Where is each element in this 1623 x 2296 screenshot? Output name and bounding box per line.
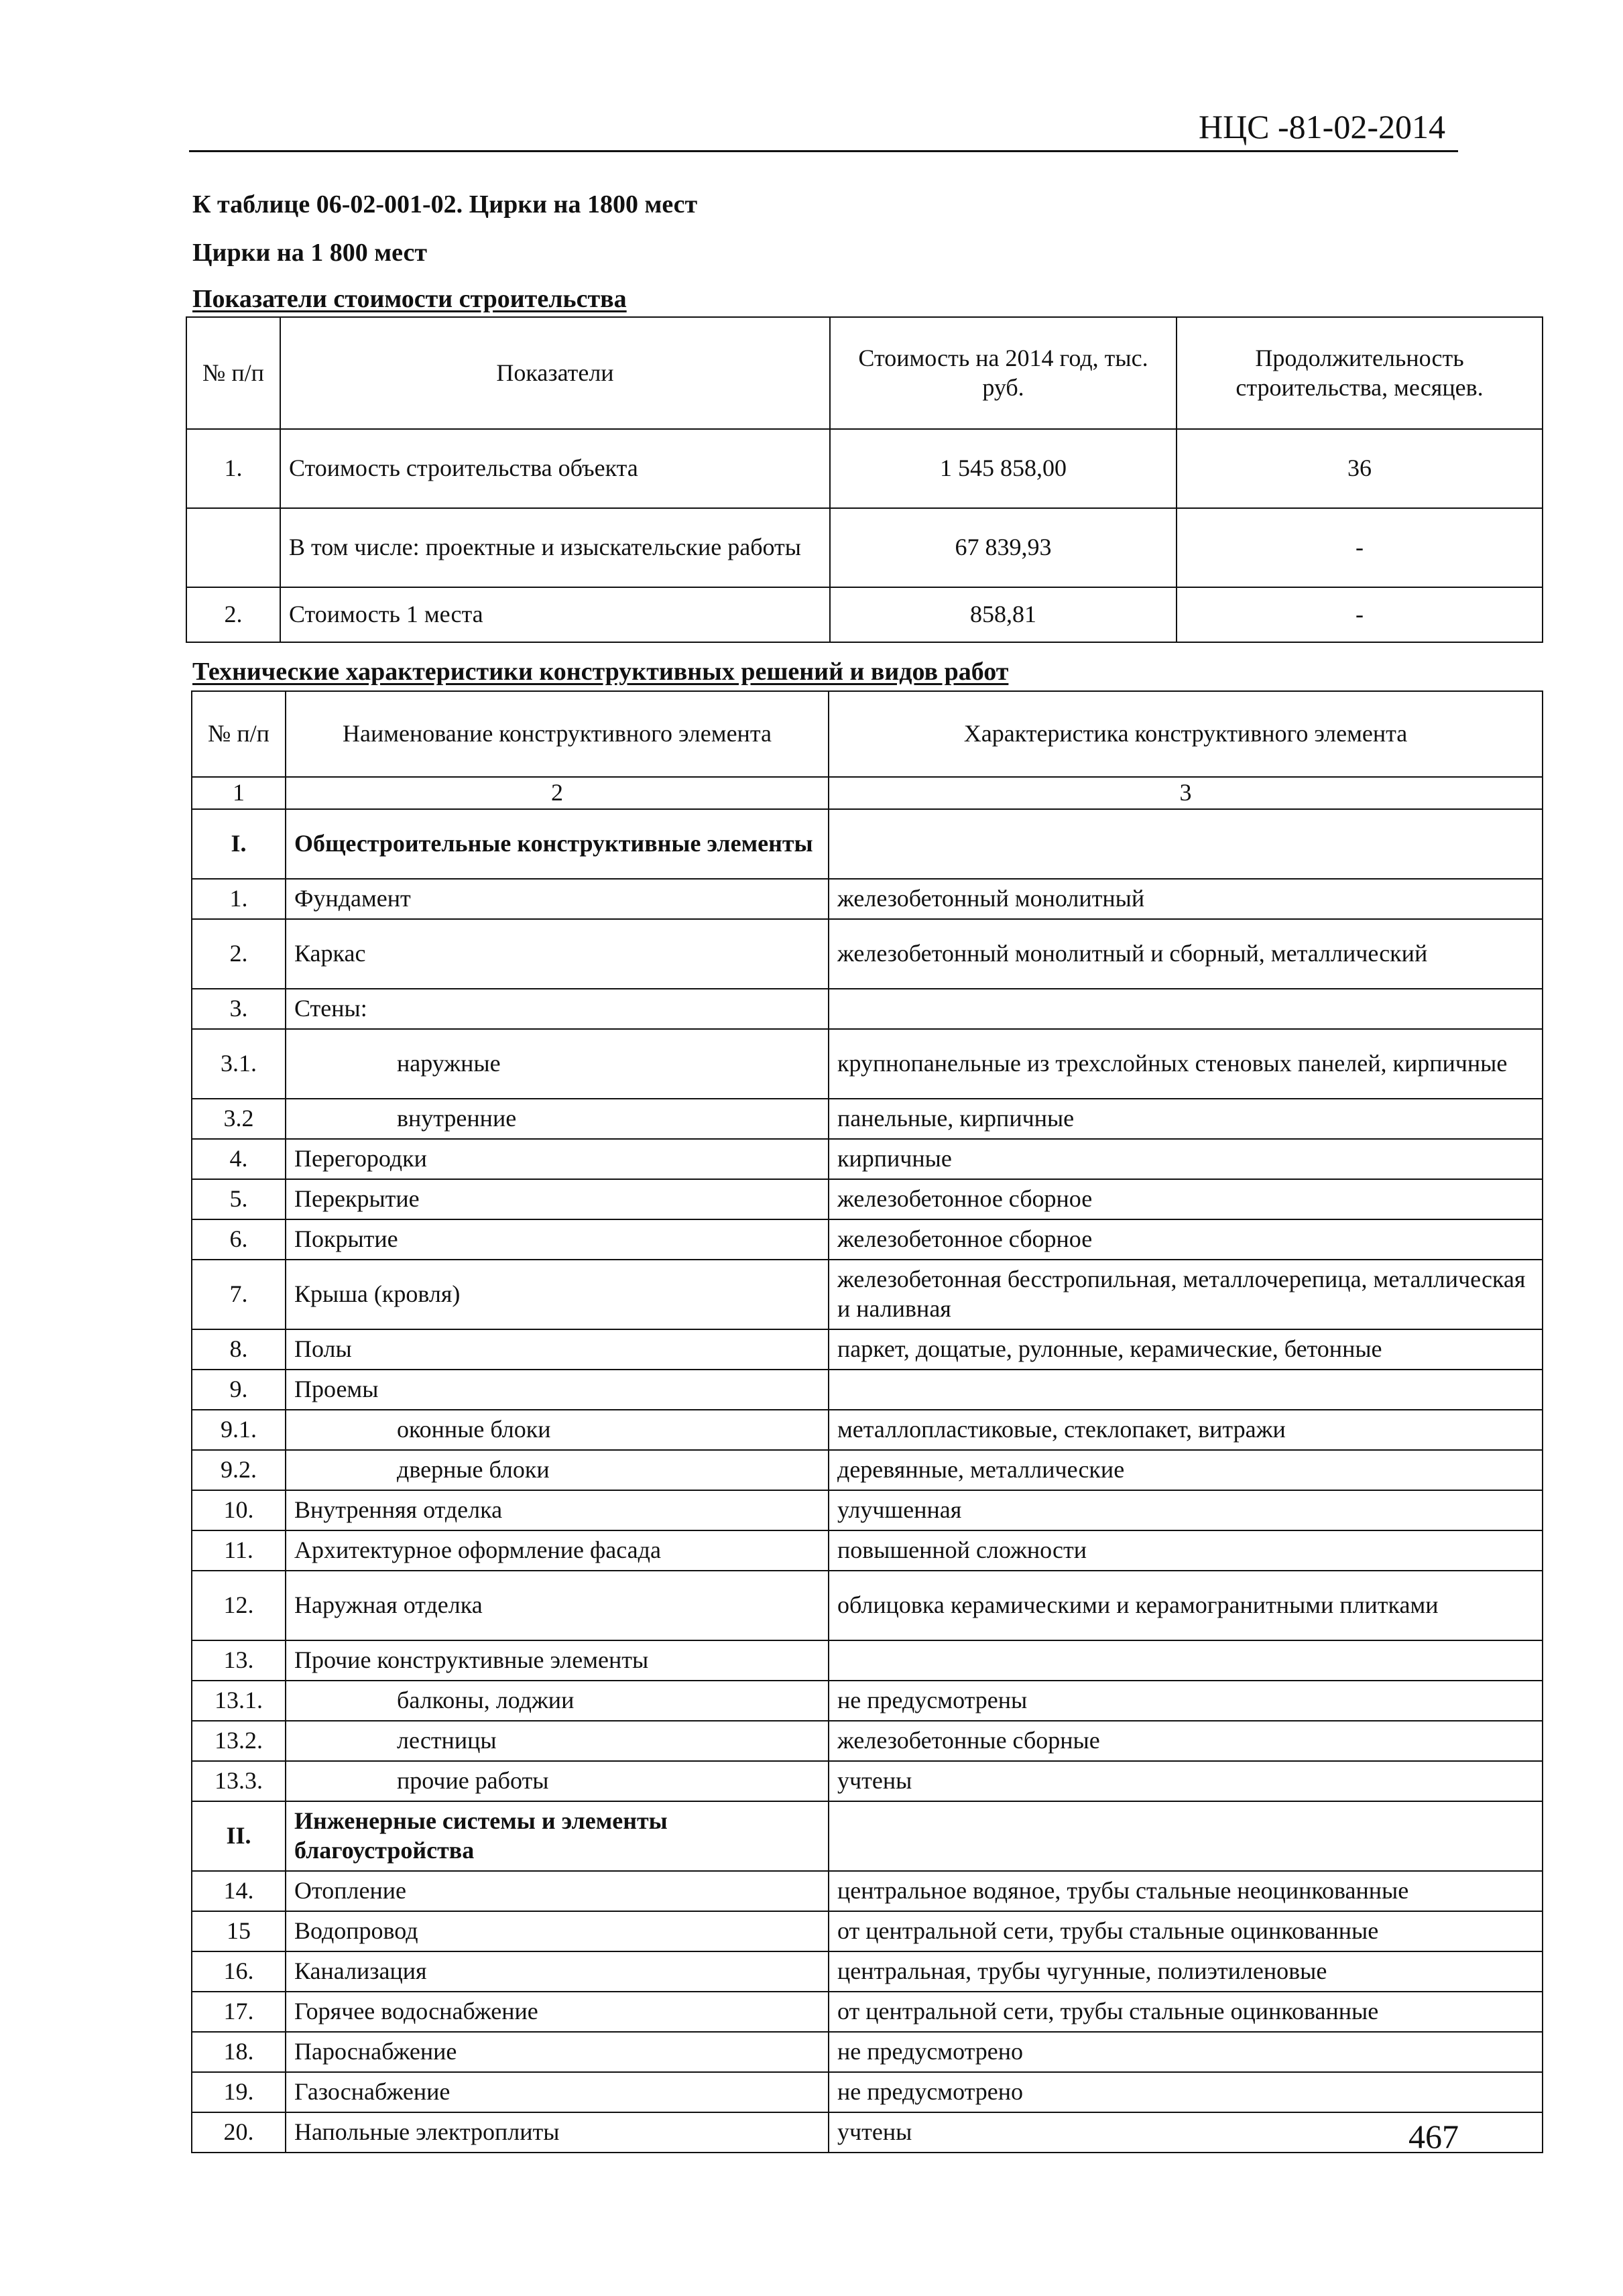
page-number: 467 <box>1408 2118 1459 2155</box>
row-number: 18. <box>192 2032 286 2072</box>
element-characteristic: железобетонное сборное <box>829 1179 1543 1219</box>
cost-indicators-table <box>186 316 1543 643</box>
table-row <box>192 1370 1543 1410</box>
table-row <box>192 1761 1543 1801</box>
table-row <box>192 1260 1543 1329</box>
column-number: 3 <box>829 777 1543 809</box>
tech-header-num: № п/п <box>192 691 286 777</box>
table-row <box>192 1871 1543 1911</box>
element-name: Водопровод <box>286 1911 829 1951</box>
cost-row-num <box>186 508 280 587</box>
element-characteristic: крупнопанельные из трехслойных стеновых панелей, кирпичные <box>829 1029 1543 1099</box>
element-name: Напольные электроплиты <box>286 2112 829 2153</box>
element-characteristic <box>829 989 1543 1029</box>
object-name-title: Цирки на 1 800 мест <box>192 239 428 267</box>
document-code: НЦС -81-02-2014 <box>1198 108 1445 145</box>
cost-header-indicator: Показатели <box>280 317 830 429</box>
cost-header-duration: Продолжительность строительства, месяцев. <box>1177 317 1543 429</box>
table-row <box>192 879 1543 919</box>
element-name: лестницы <box>286 1721 829 1761</box>
element-name: Архитектурное оформление фасада <box>286 1530 829 1571</box>
element-characteristic: деревянные, металлические <box>829 1450 1543 1490</box>
element-name: Перекрытие <box>286 1179 829 1219</box>
element-name: балконы, лоджии <box>286 1681 829 1721</box>
row-number: 17. <box>192 1992 286 2032</box>
row-number: 10. <box>192 1490 286 1530</box>
tech-column-numbers-row <box>192 777 1543 809</box>
table-row <box>192 1219 1543 1260</box>
row-number: 15 <box>192 1911 286 1951</box>
element-name: Канализация <box>286 1951 829 1992</box>
cost-header-num: № п/п <box>186 317 280 429</box>
row-number: 13. <box>192 1640 286 1681</box>
table-row <box>192 1992 1543 2032</box>
cost-row-duration: 36 <box>1177 429 1543 508</box>
section-row <box>192 1801 1543 1871</box>
cost-row-num: 2. <box>186 587 280 642</box>
row-number: 7. <box>192 1260 286 1329</box>
table-row <box>192 2112 1543 2153</box>
row-number: I. <box>192 809 286 879</box>
element-name: Горячее водоснабжение <box>286 1992 829 2032</box>
row-number: 13.1. <box>192 1681 286 1721</box>
table-row <box>192 1029 1543 1099</box>
element-characteristic: не предусмотрены <box>829 1681 1543 1721</box>
element-name: наружные <box>286 1029 829 1099</box>
cost-row-value: 1 545 858,00 <box>830 429 1177 508</box>
table-row <box>186 508 1543 587</box>
element-characteristic: кирпичные <box>829 1139 1543 1179</box>
element-characteristic <box>829 1370 1543 1410</box>
row-number: 20. <box>192 2112 286 2153</box>
element-characteristic: железобетонные сборные <box>829 1721 1543 1761</box>
cost-section-title: Показатели стоимости строительства <box>192 285 627 313</box>
row-number: 13.3. <box>192 1761 286 1801</box>
row-number: 5. <box>192 1179 286 1219</box>
element-characteristic: повышенной сложности <box>829 1530 1543 1571</box>
cost-row-value: 858,81 <box>830 587 1177 642</box>
row-number: 3. <box>192 989 286 1029</box>
element-name: оконные блоки <box>286 1410 829 1450</box>
element-name: Прочие конструктивные элементы <box>286 1640 829 1681</box>
column-number: 1 <box>192 777 286 809</box>
row-number: 4. <box>192 1139 286 1179</box>
table-row <box>192 1640 1543 1681</box>
table-row <box>192 1410 1543 1450</box>
element-name: Отопление <box>286 1871 829 1911</box>
element-characteristic: железобетонный монолитный и сборный, металлический <box>829 919 1543 989</box>
row-number: 3.1. <box>192 1029 286 1099</box>
table-row <box>192 1139 1543 1179</box>
row-number: 11. <box>192 1530 286 1571</box>
element-characteristic: центральное водяное, трубы стальные неоцинкованные <box>829 1871 1543 1911</box>
table-reference-title: К таблице 06-02-001-02. Цирки на 1800 мест <box>192 190 698 219</box>
table-row <box>192 1490 1543 1530</box>
cost-row-indicator: Стоимость строительства объекта <box>280 429 830 508</box>
element-characteristic: не предусмотрено <box>829 2072 1543 2112</box>
element-name: Общестроительные конструктивные элементы <box>286 809 829 879</box>
element-name: Полы <box>286 1329 829 1370</box>
column-number: 2 <box>286 777 829 809</box>
row-number: 1. <box>192 879 286 919</box>
element-characteristic <box>829 1801 1543 1871</box>
row-number: 2. <box>192 919 286 989</box>
table-row <box>192 1681 1543 1721</box>
cost-header-row <box>186 317 1543 429</box>
element-characteristic: панельные, кирпичные <box>829 1099 1543 1139</box>
section-row <box>192 809 1543 879</box>
element-characteristic: центральная, трубы чугунные, полиэтиленовые <box>829 1951 1543 1992</box>
row-number: 13.2. <box>192 1721 286 1761</box>
row-number: 16. <box>192 1951 286 1992</box>
element-characteristic: от центральной сети, трубы стальные оцинкованные <box>829 1992 1543 2032</box>
element-characteristic: не предусмотрено <box>829 2032 1543 2072</box>
cost-row-num: 1. <box>186 429 280 508</box>
cost-row-duration: - <box>1177 587 1543 642</box>
cost-row-indicator: В том числе: проектные и изыскательские работы <box>280 508 830 587</box>
row-number: 6. <box>192 1219 286 1260</box>
cost-row-indicator: Стоимость 1 места <box>280 587 830 642</box>
row-number: 9.2. <box>192 1450 286 1490</box>
element-name: Фундамент <box>286 879 829 919</box>
element-characteristic <box>829 809 1543 879</box>
element-name: прочие работы <box>286 1761 829 1801</box>
table-row <box>186 587 1543 642</box>
table-row <box>192 919 1543 989</box>
element-name: Пароснабжение <box>286 2032 829 2072</box>
header-divider <box>189 150 1458 152</box>
element-name: Газоснабжение <box>286 2072 829 2112</box>
table-row <box>192 1951 1543 1992</box>
element-name: Наружная отделка <box>286 1571 829 1640</box>
table-row <box>192 989 1543 1029</box>
element-name: Внутренняя отделка <box>286 1490 829 1530</box>
element-name: Инженерные системы и элементы благоустройства <box>286 1801 829 1871</box>
row-number: 3.2 <box>192 1099 286 1139</box>
table-row <box>192 1911 1543 1951</box>
row-number: 19. <box>192 2072 286 2112</box>
table-row <box>192 1099 1543 1139</box>
table-row <box>192 1329 1543 1370</box>
element-name: Крыша (кровля) <box>286 1260 829 1329</box>
row-number: 9.1. <box>192 1410 286 1450</box>
element-name: дверные блоки <box>286 1450 829 1490</box>
element-name: Перегородки <box>286 1139 829 1179</box>
cost-row-duration: - <box>1177 508 1543 587</box>
element-characteristic: паркет, дощатые, рулонные, керамические, бетонные <box>829 1329 1543 1370</box>
table-row <box>192 1179 1543 1219</box>
row-number: 8. <box>192 1329 286 1370</box>
element-name: Каркас <box>286 919 829 989</box>
table-row <box>192 1721 1543 1761</box>
element-characteristic <box>829 1640 1543 1681</box>
element-characteristic: облицовка керамическими и керамогранитными плитками <box>829 1571 1543 1640</box>
table-row <box>192 1571 1543 1640</box>
element-characteristic: учтены <box>829 2112 1543 2153</box>
row-number: II. <box>192 1801 286 1871</box>
tech-section-title: Технические характеристики конструктивных решений и видов работ <box>192 658 1009 686</box>
table-row <box>192 2072 1543 2112</box>
table-row <box>192 2032 1543 2072</box>
tech-header-element: Наименование конструктивного элемента <box>286 691 829 777</box>
tech-header-characteristic: Характеристика конструктивного элемента <box>829 691 1543 777</box>
element-name: Покрытие <box>286 1219 829 1260</box>
element-name: Стены: <box>286 989 829 1029</box>
row-number: 9. <box>192 1370 286 1410</box>
cost-header-cost: Стоимость на 2014 год, тыс. руб. <box>830 317 1177 429</box>
element-characteristic: железобетонный монолитный <box>829 879 1543 919</box>
technical-characteristics-table <box>191 690 1543 2153</box>
element-characteristic: железобетонная бесстропильная, металлочерепица, металлическая и наливная <box>829 1260 1543 1329</box>
element-name: Проемы <box>286 1370 829 1410</box>
element-characteristic: металлопластиковые, стеклопакет, витражи <box>829 1410 1543 1450</box>
row-number: 14. <box>192 1871 286 1911</box>
table-row <box>192 1450 1543 1490</box>
element-characteristic: от центральной сети, трубы стальные оцинкованные <box>829 1911 1543 1951</box>
element-name: внутренние <box>286 1099 829 1139</box>
table-row <box>186 429 1543 508</box>
cost-row-value: 67 839,93 <box>830 508 1177 587</box>
element-characteristic: улучшенная <box>829 1490 1543 1530</box>
element-characteristic: учтены <box>829 1761 1543 1801</box>
tech-header-row <box>192 691 1543 777</box>
row-number: 12. <box>192 1571 286 1640</box>
table-row <box>192 1530 1543 1571</box>
element-characteristic: железобетонное сборное <box>829 1219 1543 1260</box>
